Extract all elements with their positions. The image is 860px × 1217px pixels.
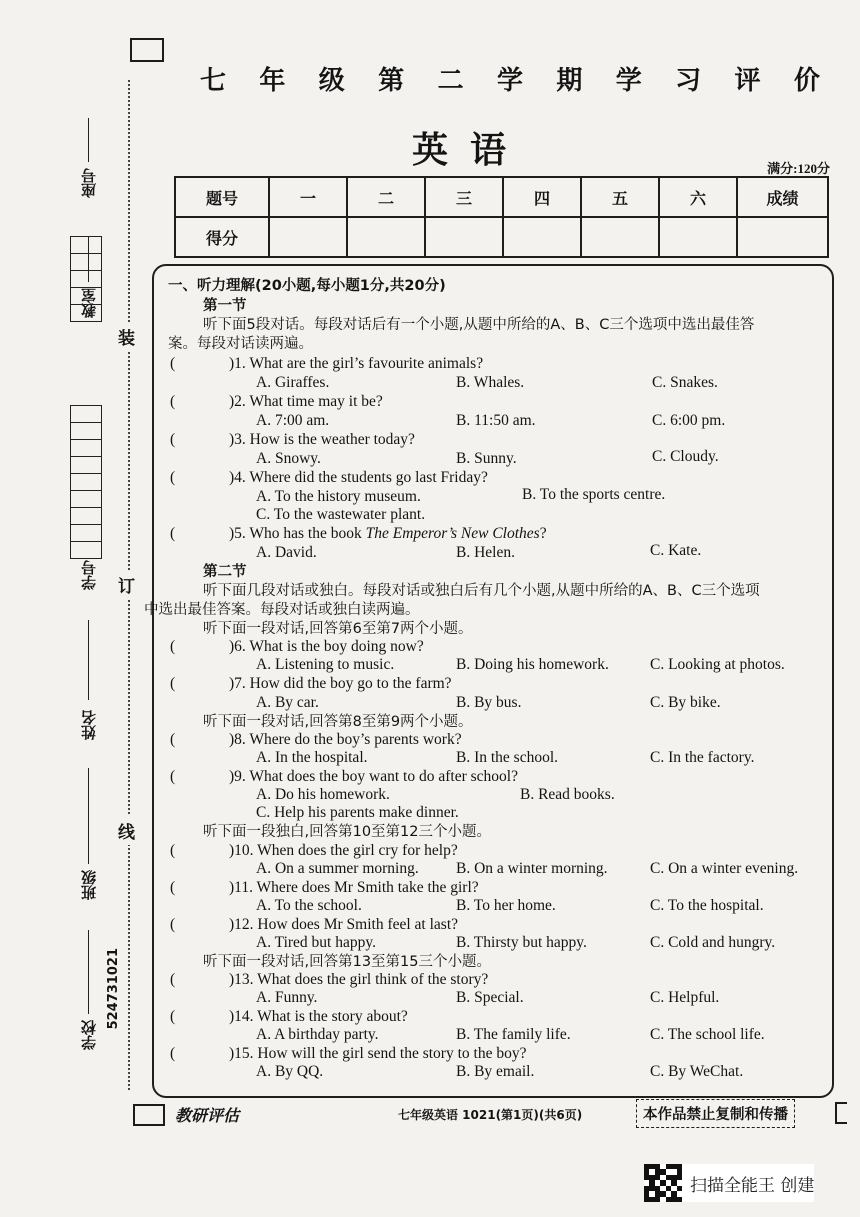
q10-option-b: B. On a winter morning. xyxy=(456,860,608,877)
q11-option-b: B. To her home. xyxy=(456,897,556,914)
section1-instructions-cont: 案。每段对话读两遍。 xyxy=(168,336,313,352)
q3-option-a: A. Snowy. xyxy=(256,450,321,467)
score-cell[interactable] xyxy=(737,217,828,257)
score-cell[interactable] xyxy=(503,217,581,257)
school-line xyxy=(88,930,89,1014)
score-row-label: 得分 xyxy=(175,217,269,257)
q5-option-b: B. Helen. xyxy=(456,544,515,561)
question-5: )5. Who has the book The Emperor’s New Clothes? xyxy=(229,525,547,542)
answer-paren[interactable]: ( xyxy=(170,879,176,896)
q12-option-b: B. Thirsty but happy. xyxy=(456,934,587,951)
score-cell[interactable] xyxy=(425,217,503,257)
question-12: )12. How does Mr Smith feel at last? xyxy=(229,916,459,933)
binding-word-zhuang: 装 xyxy=(118,322,135,351)
q6-option-c: C. Looking at photos. xyxy=(650,656,785,673)
score-table xyxy=(174,176,829,258)
answer-paren[interactable]: ( xyxy=(170,971,176,988)
corner-box xyxy=(130,38,164,62)
room-number-boxes xyxy=(70,236,102,322)
q12-option-a: A. Tired but happy. xyxy=(256,934,376,951)
seat-label: 座号 xyxy=(80,168,98,198)
q4-option-b: B. To the sports centre. xyxy=(522,486,666,503)
q9-option-c: C. Help his parents make dinner. xyxy=(256,804,459,821)
answer-paren[interactable]: ( xyxy=(170,1008,176,1025)
score-header-cell: 一 xyxy=(269,177,347,217)
exam-code: 524731021 xyxy=(106,948,121,1030)
question-10: )10. When does the girl cry for help? xyxy=(229,842,458,859)
footer-page-info: 七年级英语 1021(第1页)(共6页) xyxy=(398,1108,583,1122)
answer-paren[interactable]: ( xyxy=(170,916,176,933)
q7-option-a: A. By car. xyxy=(256,694,319,711)
q5-option-a: A. David. xyxy=(256,544,317,561)
footer-box xyxy=(133,1104,165,1126)
score-header-cell: 三 xyxy=(425,177,503,217)
score-header-cell: 成绩 xyxy=(737,177,828,217)
page-title: 七 年 级 第 二 学 期 学 习 评 价 xyxy=(200,66,820,96)
binding-word-xian: 线 xyxy=(118,816,135,845)
footer-bracket xyxy=(835,1102,847,1124)
answer-paren[interactable]: ( xyxy=(170,355,176,372)
score-header-cell: 六 xyxy=(659,177,737,217)
answer-paren[interactable]: ( xyxy=(170,675,176,692)
score-table-score-row xyxy=(175,217,828,257)
answer-paren[interactable]: ( xyxy=(170,1045,176,1062)
class-line xyxy=(88,768,89,864)
question-13: )13. What does the girl think of the story? xyxy=(229,971,489,988)
binding-margin xyxy=(0,80,150,1090)
score-cell[interactable] xyxy=(581,217,659,257)
q4-option-a: A. To the history museum. xyxy=(256,488,421,505)
score-header-cell: 二 xyxy=(347,177,425,217)
watermark-text: 扫描全能王 创建 xyxy=(690,1175,815,1196)
q14-option-c: C. The school life. xyxy=(650,1026,765,1043)
q8-option-b: B. In the school. xyxy=(456,749,559,766)
full-score: 满分:120分 xyxy=(767,161,830,176)
id-label: 学号 xyxy=(80,560,98,590)
score-cell[interactable] xyxy=(659,217,737,257)
section2-title: 第二节 xyxy=(203,564,247,580)
q1-option-c: C. Snakes. xyxy=(652,374,718,391)
q11-option-c: C. To the hospital. xyxy=(650,897,764,914)
answer-paren[interactable]: ( xyxy=(170,469,176,486)
seat-line xyxy=(88,118,89,162)
student-id-boxes xyxy=(70,405,102,559)
q15-option-b: B. By email. xyxy=(456,1063,535,1080)
q8-option-c: C. In the factory. xyxy=(650,749,755,766)
q4-option-c: C. To the wastewater plant. xyxy=(256,506,426,523)
q11-option-a: A. To the school. xyxy=(256,897,362,914)
score-cell[interactable] xyxy=(347,217,425,257)
q10-option-a: A. On a summer morning. xyxy=(256,860,419,877)
section2-instructions: 听下面几段对话或独白。每段对话或独白后有几个小题,从题中所给的A、B、C三个选项 xyxy=(203,583,760,599)
section2-instructions-cont: 中选出最佳答案。每段对话或独白读两遍。 xyxy=(144,602,420,618)
dialogue-intro-13-15: 听下面一段对话,回答第13至第15三个小题。 xyxy=(203,954,492,970)
q6-option-b: B. Doing his homework. xyxy=(456,656,609,673)
answer-paren[interactable]: ( xyxy=(170,842,176,859)
qr-code-icon xyxy=(644,1164,682,1202)
q2-option-c: C. 6:00 pm. xyxy=(652,412,726,429)
q14-option-a: A. A birthday party. xyxy=(256,1026,379,1043)
dialogue-intro-8-9: 听下面一段对话,回答第8至第9两个小题。 xyxy=(203,714,473,730)
binding-word-ding: 订 xyxy=(118,570,135,599)
question-7: )7. How did the boy go to the farm? xyxy=(229,675,452,692)
answer-paren[interactable]: ( xyxy=(170,525,176,542)
q7-option-c: C. By bike. xyxy=(650,694,721,711)
q13-option-c: C. Helpful. xyxy=(650,989,720,1006)
score-cell[interactable] xyxy=(269,217,347,257)
q7-option-b: B. By bus. xyxy=(456,694,522,711)
monologue-intro-10-12: 听下面一段独白,回答第10至第12三个小题。 xyxy=(203,824,492,840)
subject-title: 英语 xyxy=(411,130,528,171)
score-table-header-row xyxy=(175,177,828,217)
q1-option-a: A. Giraffes. xyxy=(256,374,330,391)
q14-option-b: B. The family life. xyxy=(456,1026,571,1043)
q13-option-b: B. Special. xyxy=(456,989,524,1006)
q9-option-a: A. Do his homework. xyxy=(256,786,390,803)
answer-paren[interactable]: ( xyxy=(170,638,176,655)
score-header-cell: 题号 xyxy=(175,177,269,217)
question-15: )15. How will the girl send the story to the boy? xyxy=(229,1045,527,1062)
question-9: )9. What does the boy want to do after school? xyxy=(229,768,518,785)
copyright-notice: 本作品禁止复制和传播 xyxy=(636,1099,795,1128)
q2-option-a: A. 7:00 am. xyxy=(256,412,330,429)
footer-brand: 教研评估 xyxy=(175,1106,240,1125)
name-line xyxy=(88,620,89,700)
section1-instructions: 听下面5段对话。每段对话后有一个小题,从题中所给的A、B、C三个选项中选出最佳答 xyxy=(203,317,755,333)
q6-option-a: A. Listening to music. xyxy=(256,656,395,673)
q10-option-c: C. On a winter evening. xyxy=(650,860,799,877)
q8-option-a: A. In the hospital. xyxy=(256,749,368,766)
q12-option-c: C. Cold and hungry. xyxy=(650,934,776,951)
section1-title: 第一节 xyxy=(203,298,247,314)
question-4: )4. Where did the students go last Friday? xyxy=(229,469,488,486)
score-header-cell: 五 xyxy=(581,177,659,217)
question-2: )2. What time may it be? xyxy=(229,393,383,410)
class-label: 班级 xyxy=(80,870,98,900)
q3-option-c: C. Cloudy. xyxy=(652,448,719,465)
part-heading: 一、听力理解(20小题,每小题1分,共20分) xyxy=(168,278,446,294)
q13-option-a: A. Funny. xyxy=(256,989,318,1006)
q15-option-c: C. By WeChat. xyxy=(650,1063,744,1080)
q3-option-b: B. Sunny. xyxy=(456,450,517,467)
q5-option-c: C. Kate. xyxy=(650,542,702,559)
question-6: )6. What is the boy doing now? xyxy=(229,638,424,655)
score-header-cell: 四 xyxy=(503,177,581,217)
question-11: )11. Where does Mr Smith take the girl? xyxy=(229,879,479,896)
dialogue-intro-6-7: 听下面一段对话,回答第6至第7两个小题。 xyxy=(203,621,473,637)
question-8: )8. Where do the boy’s parents work? xyxy=(229,731,462,748)
question-1: )1. What are the girl’s favourite animals? xyxy=(229,355,484,372)
question-3: )3. How is the weather today? xyxy=(229,431,415,448)
q2-option-b: B. 11:50 am. xyxy=(456,412,536,429)
answer-paren[interactable]: ( xyxy=(170,393,176,410)
q1-option-b: B. Whales. xyxy=(456,374,525,391)
answer-paren[interactable]: ( xyxy=(170,431,176,448)
room-label: 教室 xyxy=(80,288,98,318)
school-label: 学校 xyxy=(80,1020,98,1050)
answer-paren[interactable]: ( xyxy=(170,731,176,748)
q15-option-a: A. By QQ. xyxy=(256,1063,324,1080)
name-label: 姓名 xyxy=(80,710,98,740)
scanner-watermark xyxy=(644,1164,814,1202)
answer-paren[interactable]: ( xyxy=(170,768,176,785)
q9-option-b: B. Read books. xyxy=(520,786,615,803)
question-14: )14. What is the story about? xyxy=(229,1008,408,1025)
